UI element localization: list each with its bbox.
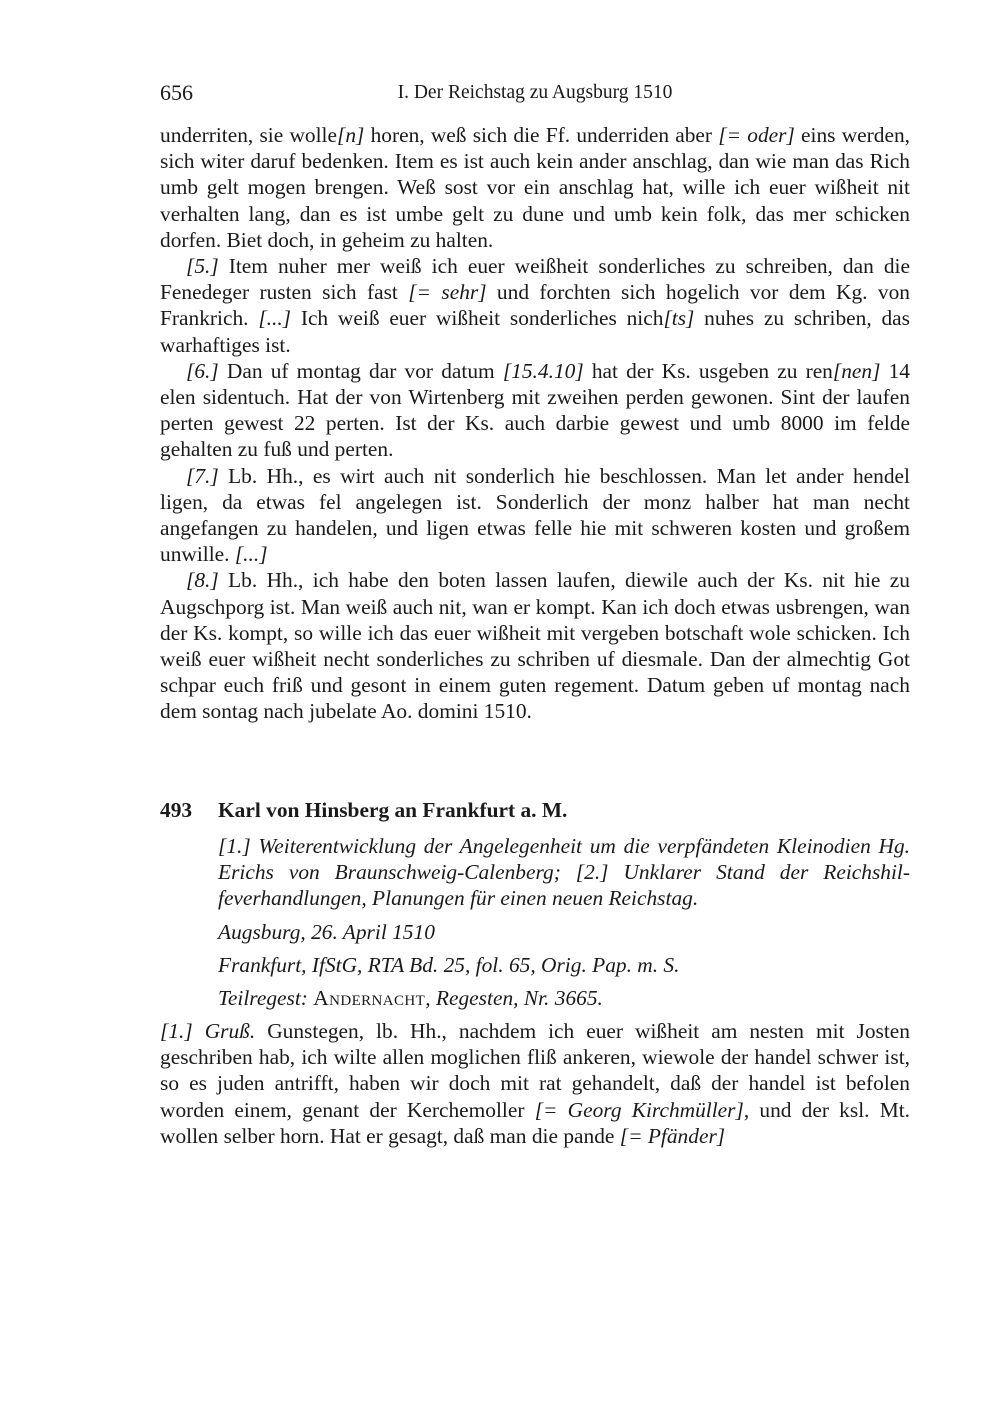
document-metadata [218, 833, 910, 1018]
place-date: Augsburg, 26. April 1510 [218, 919, 435, 944]
document-title: Karl von Hinsberg an Frankfurt a. M. [218, 798, 568, 822]
paragraph: [1.] Gruß. Gunstegen, lb. Hh., nachdem ich euer wißheit am nesten mit Josten geschriben hab, ich wilte allen moglichen fliß ankeren, wiewole der handel schwer ist, so es juden antrifft, haben wir doch mit rat gehandelt, daß der handel ist befolen worden einem, genant der Kerchemoller [= Georg Kirchmüller], und der ksl. Mt. wollen selber horn. Hat er gesagt, daß man die pande [= Pfänder] [160, 1019, 911, 1148]
document-number: 493 [160, 798, 193, 822]
page-header [160, 80, 910, 110]
page-number: 656 [160, 80, 193, 105]
running-title: I. Der Reichstag zu Augsburg 1510 [397, 82, 673, 103]
regest: [1.] Weiterentwicklung der Angelegenheit um die verpfändeten Kleinodien Hg. Erichs von Braunschweig-Calenberg; [2.] Unklarer Stand der Reichshilfeverhandlungen, Planungen für einen neuen Reichstag. [218, 834, 910, 911]
teilregest: Teilregest: Andernacht, Regesten, Nr. 3665. [218, 986, 603, 1011]
teilregest-author: Andernacht [313, 986, 426, 1011]
paragraph: [5.] Item nuher mer weiß ich euer weißheit sonderliches zu schreiben, dan die Fenedeger rusten sich fast [= sehr] und forchten sich hogelich vor dem Kg. von Frankrich. [...] Ich weiß euer wißheit sonderliches nich[ts] nuhes zu schriben, das warhaftiges ist. [160, 254, 911, 357]
paragraph: underriten, sie wolle[n] horen, weß sich die Ff. underriden aber [= oder] eins werden, sich witer daruf bedenken. Item es ist auch kein ander anschlag, dan wie man das Rich umb gelt mogen brengen. Weß sost vor ein anschlag hat, wille ich euer wißheit nit verhalten lang, dan es ist umbe gelt zu dune und umb kein folk, das mer schicken dorfen. Biet doch, in geheim zu halten. [160, 123, 911, 252]
paragraph: [7.] Lb. Hh., es wirt auch nit sonderlich hie beschlossen. Man let ander hendel ligen, da etwas fel angelegen ist. Sonderlich der monz halber hat man necht angefangen zu handelen, und ligen etwas felle hie mit schweren kosten und großem unwille. [...] [160, 463, 910, 567]
paragraph: [8.] Lb. Hh., ich habe den boten lassen laufen, diewile auch der Ks. nit hie zu Augschporg ist. Man weiß auch nit, wan er kompt. Kan ich doch etwas usbrengen, wan der Ks. kompt, so wille ich das euer wißheit mit vergeben botschaft wole schicken. Ich weiß euer wißheit necht sonderliches zu schriben uf diesmale. Dan der almechtig Got schpar euch friß und gesont in einem guten regement. Datum geben uf montag nach dem sontag nach jubelate Ao. domini 1510. [160, 568, 910, 724]
paragraph: [6.] Dan uf montag dar vor datum [15.4.10] hat der Ks. usgeben zu ren[nen] 14 elen sidentuch. Hat der von Wirtenberg mit zweihen perden gewonen. Sint der laufen perten gewest 22 perten. Ist der Ks. auch darbie gewest und umb 8000 im felde gehalten zu fuß und perten. [160, 358, 911, 462]
letter-continuation [160, 122, 910, 725]
document-text [160, 1018, 910, 1149]
source: Frankfurt, IfStG, RTA Bd. 25, fol. 65, Orig. Pap. m. S. [218, 952, 680, 977]
